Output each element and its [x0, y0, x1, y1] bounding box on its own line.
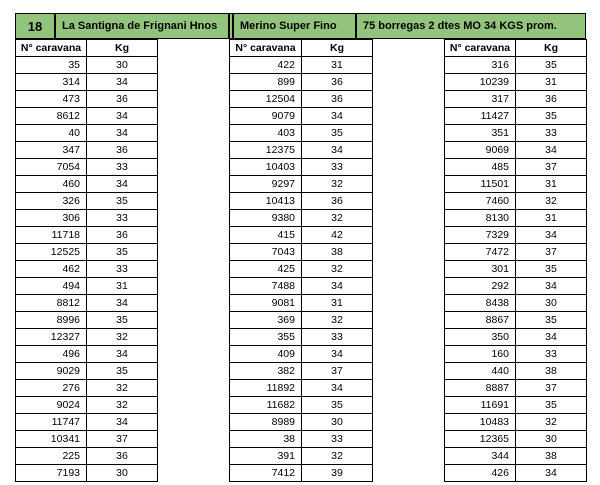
table-row [16, 142, 229, 159]
kg-cell: 33 [516, 125, 587, 142]
table-row [230, 210, 445, 227]
kg-cell: 34 [302, 346, 373, 363]
table-row [230, 397, 445, 414]
spacer-cell [373, 40, 445, 57]
caravana-cell: 9380 [230, 210, 302, 227]
kg-cell: 38 [516, 448, 587, 465]
table-row [16, 414, 229, 431]
spacer-cell [158, 57, 229, 74]
kg-cell: 42 [302, 227, 373, 244]
kg-cell: 30 [87, 465, 158, 482]
kg-cell: 35 [87, 312, 158, 329]
kg-cell: 35 [302, 397, 373, 414]
spacer-cell [158, 380, 229, 397]
caravana-cell: 12375 [230, 142, 302, 159]
kg-cell: 33 [302, 431, 373, 448]
caravana-cell: 8867 [445, 312, 516, 329]
kg-cell: 37 [302, 363, 373, 380]
kg-cell: 34 [516, 142, 587, 159]
kg-cell: 32 [87, 329, 158, 346]
kg-cell: 33 [302, 329, 373, 346]
spacer-cell [158, 227, 229, 244]
table-row [230, 261, 445, 278]
table-row [16, 312, 229, 329]
kg-cell: 31 [516, 74, 587, 91]
table-row [445, 465, 587, 482]
caravana-cell: 225 [16, 448, 87, 465]
table-row [16, 57, 229, 74]
caravana-cell: 12365 [445, 431, 516, 448]
table-row [445, 261, 587, 278]
kg-cell: 36 [302, 193, 373, 210]
caravana-cell: 9029 [16, 363, 87, 380]
caravana-cell: 316 [445, 57, 516, 74]
caravana-cell: 369 [230, 312, 302, 329]
spacer-cell [373, 312, 445, 329]
table-row [445, 142, 587, 159]
kg-cell: 33 [302, 159, 373, 176]
lot-description: 75 borregas 2 dtes MO 34 KGS prom. [356, 13, 586, 39]
caravana-header: N° caravana [230, 40, 302, 57]
caravana-cell: 292 [445, 278, 516, 295]
caravana-cell: 12504 [230, 91, 302, 108]
kg-cell: 35 [516, 261, 587, 278]
spacer-cell [158, 40, 229, 57]
kg-cell: 33 [516, 346, 587, 363]
spacer-cell [373, 278, 445, 295]
spacer-cell [158, 261, 229, 278]
table-row [16, 74, 229, 91]
kg-cell: 32 [516, 193, 587, 210]
caravana-cell: 8438 [445, 295, 516, 312]
table-row [445, 210, 587, 227]
kg-cell: 34 [87, 125, 158, 142]
spacer-cell [158, 176, 229, 193]
table-row [16, 125, 229, 142]
table-row [16, 295, 229, 312]
kg-header: Kg [516, 40, 587, 57]
table-row [445, 397, 587, 414]
table-row [445, 448, 587, 465]
table-row [445, 176, 587, 193]
kg-cell: 34 [87, 74, 158, 91]
table-row [230, 380, 445, 397]
caravana-cell: 10341 [16, 431, 87, 448]
table-row [16, 244, 229, 261]
caravana-cell: 9024 [16, 397, 87, 414]
caravana-cell: 306 [16, 210, 87, 227]
caravana-cell: 10413 [230, 193, 302, 210]
table-row [230, 125, 445, 142]
caravana-cell: 8989 [230, 414, 302, 431]
spacer-cell [158, 295, 229, 312]
table-row [230, 176, 445, 193]
kg-cell: 35 [87, 363, 158, 380]
kg-cell: 35 [302, 125, 373, 142]
caravana-cell: 7412 [230, 465, 302, 482]
caravana-cell: 426 [445, 465, 516, 482]
caravana-cell: 40 [16, 125, 87, 142]
spacer-cell [373, 74, 445, 91]
caravana-cell: 9297 [230, 176, 302, 193]
spacer-cell [373, 380, 445, 397]
kg-cell: 32 [302, 448, 373, 465]
kg-cell: 35 [516, 57, 587, 74]
spacer-cell [158, 448, 229, 465]
kg-cell: 30 [516, 295, 587, 312]
caravana-cell: 11892 [230, 380, 302, 397]
caravana-cell: 317 [445, 91, 516, 108]
table-row [230, 57, 445, 74]
kg-cell: 34 [516, 278, 587, 295]
spacer-cell [373, 57, 445, 74]
table-row [445, 125, 587, 142]
table-row [230, 448, 445, 465]
caravana-cell: 7054 [16, 159, 87, 176]
table-row [16, 227, 229, 244]
caravana-cell: 7472 [445, 244, 516, 261]
caravana-cell: 12327 [16, 329, 87, 346]
spacer-cell [158, 363, 229, 380]
caravana-cell: 8996 [16, 312, 87, 329]
table-row [16, 465, 229, 482]
caravana-cell: 9079 [230, 108, 302, 125]
table-row [230, 363, 445, 380]
table-row [16, 431, 229, 448]
table-row [16, 108, 229, 125]
kg-cell: 32 [302, 312, 373, 329]
table-row [16, 261, 229, 278]
kg-cell: 39 [302, 465, 373, 482]
caravana-cell: 314 [16, 74, 87, 91]
table-row [445, 295, 587, 312]
table-row [230, 193, 445, 210]
kg-cell: 35 [87, 193, 158, 210]
kg-cell: 37 [87, 431, 158, 448]
caravana-cell: 10403 [230, 159, 302, 176]
spacer-cell [373, 261, 445, 278]
spacer-cell [373, 210, 445, 227]
table-row [230, 278, 445, 295]
caravana-cell: 8812 [16, 295, 87, 312]
kg-cell: 34 [87, 108, 158, 125]
spacer-cell [158, 278, 229, 295]
caravana-cell: 11718 [16, 227, 87, 244]
kg-header: Kg [87, 40, 158, 57]
kg-cell: 31 [87, 278, 158, 295]
weights-table-1 [15, 39, 229, 482]
farm-name: La Santigna de Frignani Hnos [55, 13, 229, 39]
caravana-cell: 440 [445, 363, 516, 380]
kg-cell: 34 [87, 414, 158, 431]
kg-cell: 34 [302, 380, 373, 397]
kg-cell: 35 [516, 312, 587, 329]
table-row [230, 295, 445, 312]
caravana-header: N° caravana [445, 40, 516, 57]
caravana-cell: 38 [230, 431, 302, 448]
caravana-cell: 7488 [230, 278, 302, 295]
caravana-cell: 9081 [230, 295, 302, 312]
kg-cell: 30 [87, 57, 158, 74]
table-row [230, 159, 445, 176]
kg-cell: 32 [302, 210, 373, 227]
caravana-cell: 350 [445, 329, 516, 346]
table-row [230, 74, 445, 91]
spacer-cell [373, 176, 445, 193]
table-row [16, 193, 229, 210]
caravana-cell: 425 [230, 261, 302, 278]
caravana-cell: 344 [445, 448, 516, 465]
kg-cell: 34 [87, 176, 158, 193]
spacer-cell [158, 431, 229, 448]
spacer-cell [158, 142, 229, 159]
caravana-cell: 391 [230, 448, 302, 465]
table-row [445, 363, 587, 380]
kg-cell: 36 [87, 142, 158, 159]
lot-number: 18 [15, 13, 55, 39]
spacer-cell [373, 363, 445, 380]
kg-cell: 36 [87, 227, 158, 244]
kg-cell: 32 [516, 414, 587, 431]
kg-cell: 37 [516, 380, 587, 397]
caravana-cell: 7193 [16, 465, 87, 482]
spacer-cell [373, 125, 445, 142]
spacer-cell [158, 414, 229, 431]
kg-cell: 31 [516, 210, 587, 227]
kg-cell: 35 [516, 108, 587, 125]
caravana-cell: 403 [230, 125, 302, 142]
kg-cell: 33 [87, 210, 158, 227]
spacer-cell [373, 329, 445, 346]
table-row [16, 91, 229, 108]
caravana-cell: 12525 [16, 244, 87, 261]
table-row [230, 465, 445, 482]
table-row [16, 397, 229, 414]
weights-table-2 [229, 39, 445, 482]
table-row [230, 142, 445, 159]
kg-cell: 37 [516, 244, 587, 261]
caravana-cell: 351 [445, 125, 516, 142]
spacer-cell [158, 329, 229, 346]
spacer-cell [158, 108, 229, 125]
spacer-cell [373, 465, 445, 482]
caravana-cell: 7329 [445, 227, 516, 244]
caravana-cell: 496 [16, 346, 87, 363]
caravana-cell: 11682 [230, 397, 302, 414]
table-row [445, 380, 587, 397]
caravana-cell: 460 [16, 176, 87, 193]
caravana-cell: 485 [445, 159, 516, 176]
kg-cell: 32 [87, 380, 158, 397]
table-row [230, 431, 445, 448]
spacer-cell [158, 193, 229, 210]
table-row [445, 312, 587, 329]
table-row [445, 159, 587, 176]
kg-header: Kg [302, 40, 373, 57]
spacer-cell [373, 244, 445, 261]
table-row [230, 91, 445, 108]
caravana-cell: 473 [16, 91, 87, 108]
caravana-cell: 10483 [445, 414, 516, 431]
table-row [16, 159, 229, 176]
table-row [16, 380, 229, 397]
spacer-cell [158, 346, 229, 363]
caravana-cell: 301 [445, 261, 516, 278]
kg-cell: 34 [516, 227, 587, 244]
spacer-cell [158, 312, 229, 329]
table-row [16, 176, 229, 193]
kg-cell: 38 [516, 363, 587, 380]
spacer-cell [373, 397, 445, 414]
spacer-cell [158, 397, 229, 414]
spacer-cell [158, 465, 229, 482]
kg-cell: 34 [516, 329, 587, 346]
kg-cell: 30 [516, 431, 587, 448]
caravana-cell: 409 [230, 346, 302, 363]
caravana-header: N° caravana [16, 40, 87, 57]
kg-cell: 32 [302, 176, 373, 193]
caravana-cell: 160 [445, 346, 516, 363]
caravana-cell: 462 [16, 261, 87, 278]
table-row [230, 312, 445, 329]
caravana-cell: 35 [16, 57, 87, 74]
kg-cell: 34 [516, 465, 587, 482]
kg-cell: 35 [87, 244, 158, 261]
kg-cell: 34 [302, 108, 373, 125]
kg-cell: 36 [302, 91, 373, 108]
kg-cell: 33 [87, 159, 158, 176]
caravana-cell: 8130 [445, 210, 516, 227]
spacer-cell [373, 227, 445, 244]
table-row [445, 278, 587, 295]
spacer-cell [373, 448, 445, 465]
table-row [445, 74, 587, 91]
kg-cell: 36 [516, 91, 587, 108]
table-row [445, 414, 587, 431]
kg-cell: 32 [302, 261, 373, 278]
spacer-cell [373, 431, 445, 448]
caravana-cell: 415 [230, 227, 302, 244]
spacer-cell [158, 210, 229, 227]
table-row [230, 329, 445, 346]
table-row [16, 278, 229, 295]
caravana-cell: 7043 [230, 244, 302, 261]
table-row [230, 414, 445, 431]
caravana-cell: 899 [230, 74, 302, 91]
table-row [230, 227, 445, 244]
kg-cell: 34 [302, 142, 373, 159]
spacer-cell [373, 295, 445, 312]
table-row [445, 346, 587, 363]
kg-cell: 36 [302, 74, 373, 91]
kg-cell: 33 [87, 261, 158, 278]
table-row [445, 329, 587, 346]
table-row [16, 346, 229, 363]
caravana-cell: 422 [230, 57, 302, 74]
kg-cell: 34 [87, 346, 158, 363]
table-row [16, 210, 229, 227]
kg-cell: 35 [516, 397, 587, 414]
table-row [16, 448, 229, 465]
spacer-cell [373, 159, 445, 176]
caravana-cell: 7460 [445, 193, 516, 210]
caravana-cell: 9069 [445, 142, 516, 159]
caravana-cell: 326 [16, 193, 87, 210]
caravana-cell: 347 [16, 142, 87, 159]
spacer-cell [373, 91, 445, 108]
caravana-cell: 11747 [16, 414, 87, 431]
caravana-cell: 276 [16, 380, 87, 397]
table-row [445, 193, 587, 210]
spacer-cell [158, 91, 229, 108]
kg-cell: 31 [516, 176, 587, 193]
table-row [230, 346, 445, 363]
table-row [16, 363, 229, 380]
kg-cell: 31 [302, 295, 373, 312]
kg-cell: 34 [302, 278, 373, 295]
table-row [230, 244, 445, 261]
caravana-cell: 11427 [445, 108, 516, 125]
kg-cell: 36 [87, 448, 158, 465]
table-row [230, 108, 445, 125]
spacer-cell [373, 414, 445, 431]
spacer-cell [373, 193, 445, 210]
caravana-cell: 11691 [445, 397, 516, 414]
spacer-cell [373, 346, 445, 363]
kg-cell: 37 [516, 159, 587, 176]
table-row [445, 57, 587, 74]
table-row [445, 431, 587, 448]
table-row [445, 108, 587, 125]
caravana-cell: 355 [230, 329, 302, 346]
kg-cell: 31 [302, 57, 373, 74]
breed-name: Merino Super Fino [233, 13, 356, 39]
weights-table-3 [444, 39, 587, 482]
kg-cell: 32 [87, 397, 158, 414]
caravana-cell: 494 [16, 278, 87, 295]
spacer-cell [373, 142, 445, 159]
spacer-cell [158, 159, 229, 176]
kg-cell: 36 [87, 91, 158, 108]
table-row [16, 329, 229, 346]
kg-cell: 38 [302, 244, 373, 261]
caravana-cell: 10239 [445, 74, 516, 91]
spacer-cell [373, 108, 445, 125]
table-row [445, 91, 587, 108]
caravana-cell: 8887 [445, 380, 516, 397]
table-row [445, 244, 587, 261]
spacer-cell [158, 125, 229, 142]
table-row [445, 227, 587, 244]
kg-cell: 34 [87, 295, 158, 312]
kg-cell: 30 [302, 414, 373, 431]
caravana-cell: 11501 [445, 176, 516, 193]
spacer-cell [158, 74, 229, 91]
caravana-cell: 8612 [16, 108, 87, 125]
caravana-cell: 382 [230, 363, 302, 380]
spacer-cell [158, 244, 229, 261]
